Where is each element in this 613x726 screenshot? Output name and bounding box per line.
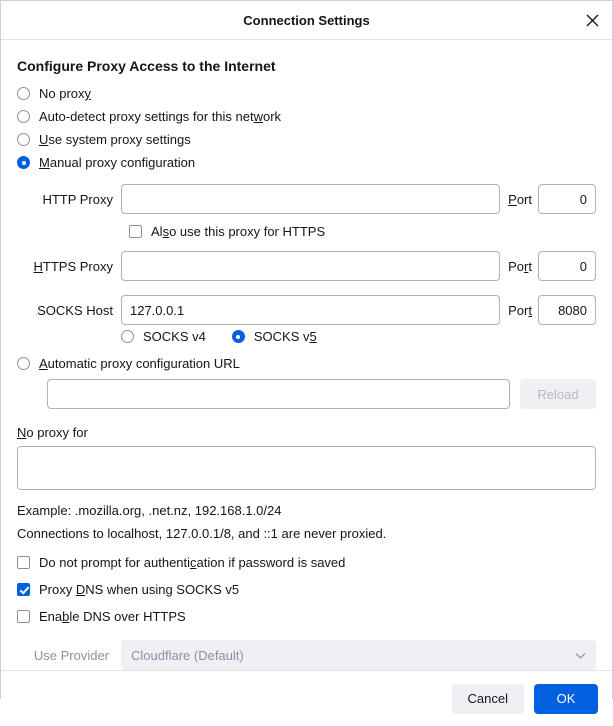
http-proxy-input[interactable] [121, 184, 500, 214]
checkbox-proxy-dns-label: Proxy DNS when using SOCKS v5 [39, 582, 240, 597]
radio-auto-detect-label: Auto-detect proxy settings for this network [39, 109, 282, 124]
radio-no-proxy[interactable] [17, 86, 596, 101]
close-icon[interactable] [580, 8, 604, 32]
no-proxy-label: No proxy for [17, 425, 88, 440]
socks-version-row [121, 329, 596, 344]
provider-row [17, 640, 596, 670]
socks-port-label: Port [508, 302, 532, 318]
radio-socks-v4-label: SOCKS v4 [143, 329, 206, 344]
example-hint: Example: .mozilla.org, .net.nz, 192.168.1.0/24 [17, 503, 282, 518]
checkbox-dns-over-https[interactable] [17, 609, 596, 624]
radio-manual-proxy[interactable] [17, 155, 596, 170]
checkbox-no-auth-prompt[interactable] [17, 555, 596, 570]
pac-url-row [47, 379, 596, 409]
radio-manual-proxy-indicator [17, 156, 30, 169]
cancel-button[interactable]: Cancel [452, 684, 524, 714]
checkbox-no-auth-prompt-label: Do not prompt for authentication if password is saved [39, 555, 346, 570]
dialog-content [1, 40, 612, 670]
https-port-label: Port [508, 258, 532, 274]
provider-selected-value: Cloudflare (Default) [131, 647, 244, 663]
dialog-footer [1, 670, 612, 726]
dialog-title: Connection Settings [243, 12, 370, 28]
checkbox-proxy-dns[interactable] [17, 582, 596, 597]
radio-socks-v5-indicator [232, 330, 245, 343]
localhost-hint: Connections to localhost, 127.0.0.1/8, and ::1 are never proxied. [17, 526, 387, 541]
http-proxy-row [17, 184, 596, 214]
checkbox-dns-over-https-indicator [17, 610, 30, 623]
dialog-titlebar [1, 1, 612, 40]
radio-pac-url-label: Automatic proxy configuration URL [39, 356, 240, 371]
radio-system-proxy-label: Use system proxy settings [39, 132, 191, 147]
https-proxy-label: HTTPS Proxy [33, 258, 113, 274]
chevron-down-icon [575, 648, 586, 663]
http-port-input[interactable] [538, 184, 596, 214]
socks-host-label: SOCKS Host [37, 302, 113, 318]
also-https-row [129, 224, 596, 239]
checkbox-also-https-indicator [129, 225, 142, 238]
checkbox-dns-over-https-label: Enable DNS over HTTPS [39, 609, 186, 624]
checkbox-also-https-label: Also use this proxy for HTTPS [151, 224, 326, 239]
provider-label: Use Provider [33, 647, 109, 663]
socks-host-input[interactable] [121, 295, 500, 325]
checkbox-proxy-dns-indicator [17, 583, 30, 596]
no-proxy-textarea[interactable] [17, 446, 596, 490]
https-port-input[interactable] [538, 251, 596, 281]
radio-auto-detect-indicator [17, 110, 30, 123]
http-port-label: Port [508, 191, 532, 207]
checkbox-also-https[interactable] [129, 224, 325, 239]
ok-button[interactable]: OK [534, 684, 598, 714]
page-title: Configure Proxy Access to the Internet [17, 58, 276, 74]
http-proxy-label: HTTP Proxy [42, 191, 113, 207]
radio-no-proxy-indicator [17, 87, 30, 100]
socks-port-input[interactable] [538, 295, 596, 325]
radio-socks-v4-indicator [121, 330, 134, 343]
radio-manual-proxy-label: Manual proxy configuration [39, 155, 196, 170]
reload-button[interactable]: Reload [520, 379, 596, 409]
https-proxy-input[interactable] [121, 251, 500, 281]
https-proxy-row [17, 251, 596, 281]
radio-no-proxy-label: No proxy [39, 86, 92, 101]
radio-socks-v5-label: SOCKS v5 [253, 329, 317, 344]
radio-system-proxy-indicator [17, 133, 30, 146]
radio-auto-detect[interactable] [17, 109, 596, 124]
checkbox-no-auth-prompt-indicator [17, 556, 30, 569]
radio-system-proxy[interactable] [17, 132, 596, 147]
provider-select[interactable] [121, 640, 596, 670]
radio-pac-url[interactable] [17, 356, 596, 371]
pac-url-input[interactable] [47, 379, 510, 409]
radio-socks-v4[interactable] [121, 329, 206, 344]
radio-socks-v5[interactable] [232, 329, 317, 344]
radio-pac-url-indicator [17, 357, 30, 370]
socks-host-row [17, 295, 596, 325]
